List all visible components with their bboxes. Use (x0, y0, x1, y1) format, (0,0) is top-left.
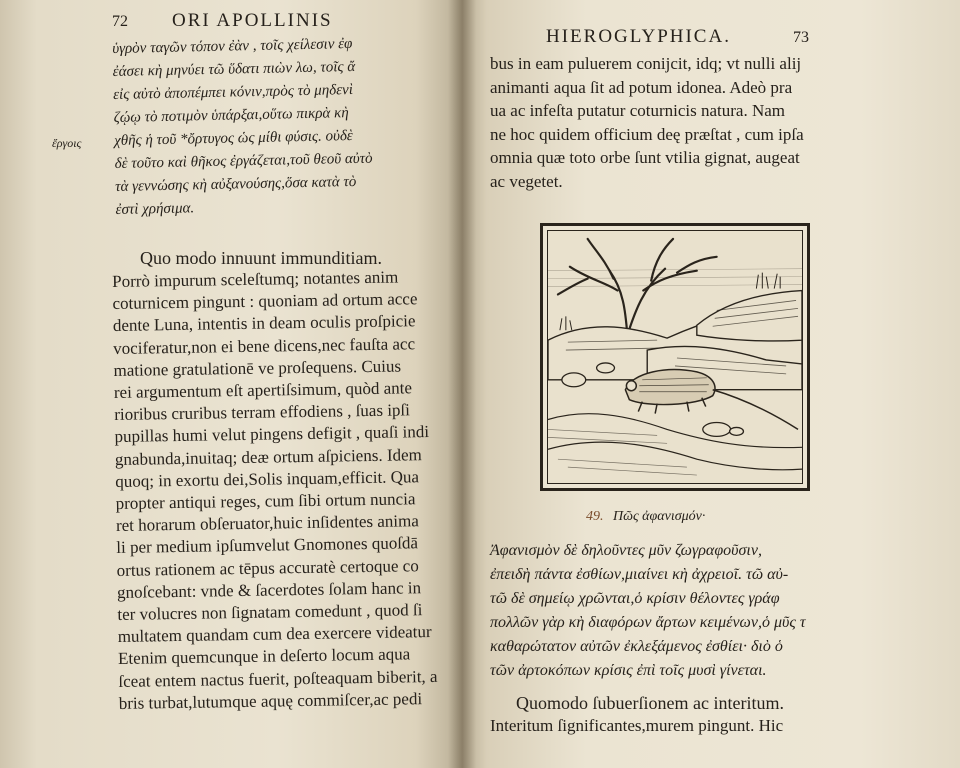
greek-line: δὲ τοῦτο καὶ θῆκος ἐργάζεται,τοῦ θεοῦ αὐτὸ (114, 150, 373, 172)
left-page (0, 0, 462, 768)
right-latin-bottom-text (490, 714, 960, 738)
left-section-heading: Quo modo innuunt immunditiam. (140, 248, 382, 268)
latin-line: rioribus cruribus terram effodiens , ſuas ipſi (114, 400, 411, 425)
right-folio: 73 (792, 29, 809, 46)
latin-line: pupillas humi velut pingens defigit , quaſi indi (114, 422, 430, 447)
latin-line: ac vegetet. (490, 171, 563, 191)
latin-line: coturnicem pingunt : quoniam ad ortum acce (112, 289, 418, 314)
margin-note: ἔργοις (52, 136, 82, 150)
latin-line: dente Luna, intentis in deam oculis proſpicie (112, 311, 416, 336)
figure-caption (586, 509, 960, 525)
latin-line: bus in eam puluerem conijcit, idq; vt nulli alij (490, 54, 802, 73)
book-gutter-shadow (448, 0, 476, 768)
greek-line: χθῆς ἡ τοῦ *ὄρτυγος ὡς μίθι φύσις. οὐδὲ (113, 127, 353, 149)
latin-line: ſceat entem nactus fuerit, poſteaquam biberit, a (118, 666, 438, 691)
latin-line: ortus rationem ac tēpus accuratè certoque co (116, 555, 419, 580)
left-folio: 72 (112, 13, 128, 30)
left-latin-text (112, 266, 462, 716)
greek-line: Ἀφανισμὸν δὲ δηλοῦντες μῦν ζωγραφοῦσιν, (490, 542, 762, 559)
left-running-title: ORI APOLLINIS (172, 10, 333, 31)
latin-line: ua ac infeſta putatur coturnicis natura. Nam (490, 101, 786, 120)
latin-line: gnabunda,inuitaq; deæ ortum aſpiciens. Idem (114, 444, 422, 469)
greek-line: τῶν ἀρτοκόπων κρίσις ἐπὶ τοῖς μυσὶ γίνεται. (490, 662, 767, 679)
latin-line: quoq; in exortu dei,Solis inquam,efficit. Qua (115, 467, 420, 491)
latin-line: ter volucres non ſignatam comedunt , quod ſi (117, 600, 423, 625)
latin-line: multatem quandam cum dea exercere videatur (117, 622, 432, 647)
greek-line: πολλῶν γὰρ κὴ διαφόρων ἄρτων κειμένων,ὁ μῦς τ (490, 614, 806, 631)
greek-line: ὑγρὸν ταγῶν τόπον ἐὰν , τοῖς χείλεσιν ἐφ (112, 35, 353, 57)
latin-line: gnoſcebant: vnde & ſacerdotes ſolam hanc in (116, 578, 422, 602)
right-running-title: HIEROGLYPHICA. (546, 26, 731, 47)
greek-line: εἰς αὐτὸ ἀποπέμπει κόνιν,πρὸς τὸ μηδενὶ (113, 81, 354, 103)
latin-line: bris turbat,lutumque aquę commiſcer,ac pedi (118, 689, 423, 713)
latin-line: matione gratulationē ve proſequens. Cuius (113, 356, 402, 380)
latin-line: vociferatur,non ei bene dicens,nec fauſta acc (113, 333, 416, 358)
greek-line: ζῴῳ τὸ ποτιμὸν ὑπάρξαι,οὕτω πικρὰ κὴ (113, 105, 349, 126)
right-page (462, 0, 960, 768)
greek-line: τῶ δὲ σημείῳ χρῶνται,ὁ κρίσιν θέλοντες γράφ (490, 590, 780, 607)
greek-line: καθαρώτατον αὐτῶν ἐκλεξάμενος ἐσθίει· διὸ ὁ (490, 638, 783, 655)
right-section-heading: Quomodo ſubuerſionem ac interitum. (516, 693, 784, 713)
latin-line: omnia quæ toto orbe ſunt vtilia gignat, augeat (490, 148, 800, 167)
woodcut-mouse-illustration (547, 230, 803, 484)
greek-line: ἐάσει κὴ μηνύει τῶ ὕδατι πιὼν λω, τοῖς ἄ (112, 58, 356, 80)
figure-number: 49. (586, 509, 604, 524)
left-greek-text (112, 31, 462, 222)
latin-line: ne hoc quidem officium deę præſtat , cum ipſa (490, 124, 804, 144)
latin-line: animanti aqua ſit ad potum idonea. Adeò pra (490, 77, 793, 97)
latin-line: Porrò impurum sceleſtumq; notantes anim (112, 267, 399, 291)
right-greek-text (490, 539, 960, 683)
right-running-head (490, 26, 960, 48)
greek-line: ἐπειδὴ πάντα ἐσθίων,μιαίνει κὴ ἀχρειοῖ. τῶ αὐ- (490, 566, 789, 583)
greek-line: τὰ γεννώσης κὴ αὐξανούσης,ὅσα κατὰ τὸ (114, 173, 357, 195)
left-running-head (112, 10, 462, 32)
woodcut-frame (540, 223, 810, 491)
right-latin-top-text (490, 52, 960, 193)
latin-line: ret horarum obſeruator,huic inſidentes anima (115, 511, 419, 536)
latin-line: rei argumentum eſt apertiſsimum, quòd ante (113, 378, 413, 402)
latin-line: Etenim quemcunque in deſerto locum aqua (117, 644, 411, 669)
greek-line: ἐστὶ χρήσιμα. (115, 200, 195, 218)
latin-line: propter antiqui reges, cum ſibi ortum nuncia (115, 489, 416, 514)
latin-line: Interitum ſignificantes,murem pingunt. Hic (490, 716, 784, 735)
figure-caption-text: Πῶς ἀφανισμόν· (613, 509, 706, 524)
latin-line: li per medium ipſumvelut Gnomones quoſdā (116, 533, 419, 558)
